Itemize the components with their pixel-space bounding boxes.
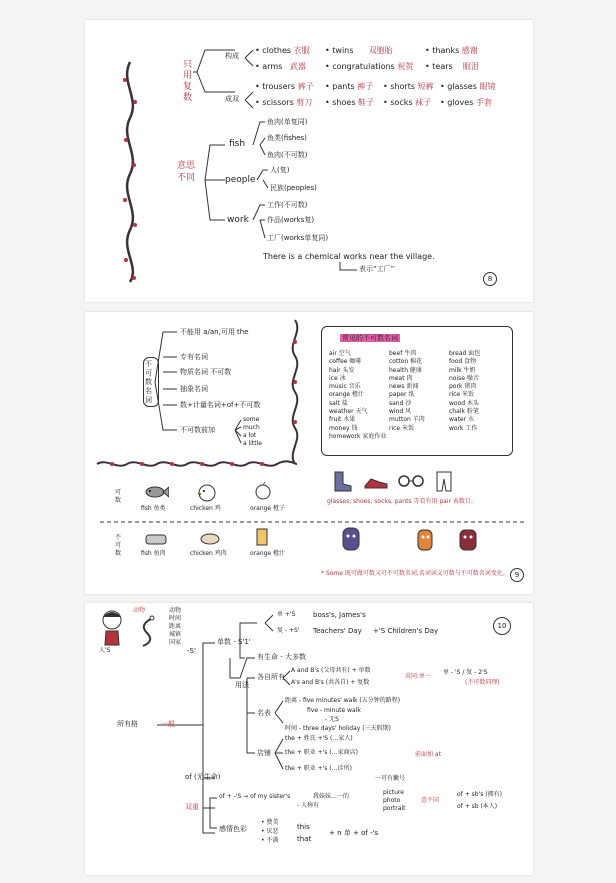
- word-gloves: • gloves 手套: [440, 98, 492, 107]
- usage-4e: 一可有撇号: [375, 775, 406, 782]
- quantifier-a-little: a little: [243, 440, 262, 447]
- usage-1: 有生命 - 大多数: [257, 653, 306, 661]
- animal-item-5: 国家: [169, 639, 182, 646]
- uncountable-word: mutton 羊肉: [389, 416, 425, 424]
- double-f: of + sb's (拥有): [457, 791, 502, 798]
- uncountable-word: hair 头发: [329, 366, 355, 374]
- shoes-icon: [363, 476, 389, 490]
- uncountable-fish: fish 鱼肉: [141, 550, 166, 557]
- root-label: 所有格: [117, 720, 138, 728]
- common-uncountable-title: 常见的不可数名词: [342, 334, 398, 342]
- countable-chicken: chicken 鸡: [190, 505, 221, 512]
- diff-meaning-label: 意思不同: [177, 161, 196, 183]
- word-pants: • pants 裤子: [325, 82, 374, 91]
- first-label: 一般: [161, 720, 175, 728]
- uncountable-orange: orange 橙汁: [250, 550, 286, 557]
- glasses-icon: [397, 475, 425, 487]
- fish-icon: [145, 484, 169, 500]
- word-trousers: • trousers 裤子: [255, 82, 314, 91]
- uncountable-short-label: 不可数: [115, 534, 122, 557]
- uncountable-word: bread 面包: [449, 350, 481, 357]
- countable-fish: fish 鱼类: [141, 505, 166, 512]
- emotion-formula: + n 单 + of -'s: [329, 829, 379, 837]
- double-b: 我妹妹…一的: [313, 793, 350, 800]
- double-c: - 人称有: [297, 802, 320, 809]
- uncountable-word: rice 米饭: [449, 391, 475, 399]
- uncountable-word: paper 纸: [389, 391, 415, 399]
- rule-5: 数+计量名词+of+不可数: [180, 401, 261, 409]
- orange-juice-icon: [255, 526, 269, 546]
- uncountable-word: rice 米饭: [389, 424, 415, 432]
- chicken-icon: [197, 480, 217, 502]
- usage-3a: 距离 - five minutes' walk (五分钟的路程): [285, 697, 401, 704]
- group-pair2-label: 成双: [225, 95, 239, 103]
- emotion-pron-1: this: [297, 823, 310, 831]
- work-item-1: 工作(不可数): [267, 201, 308, 209]
- single-branch-1: 单 +'S: [277, 611, 296, 618]
- uncountable-word: work 工作: [449, 424, 478, 432]
- usage-3: 名表: [257, 709, 271, 717]
- double-d-3: portrait: [383, 805, 406, 812]
- double-a: of + -'S → of my sister's: [219, 793, 291, 800]
- word-thanks: • thanks 感谢: [425, 46, 478, 55]
- page-number-10: 10: [493, 617, 511, 635]
- snake-icon: [135, 611, 165, 649]
- usage-3d: 时间 - three days' holiday (三天假期): [285, 725, 391, 732]
- page-number-9: 9: [510, 568, 524, 582]
- usage-4d: 前面加 at: [415, 751, 441, 758]
- uncountable-row: [329, 400, 509, 408]
- uncountable-word: salt 盐: [329, 399, 348, 407]
- uncountable-word: music 音乐: [329, 383, 361, 391]
- usage-4c: the + 职业 +'s (…诊所): [285, 765, 352, 772]
- kid-icon: [97, 607, 127, 647]
- uncountable-word: wind 风: [389, 408, 412, 416]
- quantifier-a-lot: a lot: [243, 432, 257, 439]
- uncountable-word: chalk 粉笔: [449, 408, 479, 416]
- people-label: people: [225, 175, 256, 185]
- usage-3c: - 无S: [325, 716, 339, 723]
- animal-tag: 动物: [133, 607, 146, 614]
- pants-icon: [435, 470, 453, 492]
- uncountable-word: fruit 水果: [329, 416, 356, 424]
- word-shoes: • shoes 鞋子: [325, 98, 375, 107]
- single-label: 单数 - S'1': [217, 638, 251, 646]
- teachers-example: Teachers' Day: [313, 627, 362, 635]
- work-label: work: [227, 215, 249, 225]
- always-plural-label: 只用复数: [183, 60, 193, 103]
- word-arms: • arms 武器: [255, 62, 306, 71]
- emotion-item-2: • 厌恶: [261, 828, 279, 835]
- usage-4b: the + 职业 +'s (…家商店): [285, 749, 358, 756]
- animal-list: [169, 607, 193, 647]
- usage-2d: 单 - 'S / 复 - 2'S: [443, 669, 488, 676]
- children-example: +'S Children's Day: [373, 627, 439, 635]
- rule-2: 专有名词: [180, 353, 208, 361]
- double-d-2: photo: [383, 797, 401, 804]
- uncountable-word: pork 猪肉: [449, 383, 477, 391]
- usage-2c: 共同:单一: [405, 673, 432, 680]
- uncountable-word: news 新闻: [389, 383, 419, 391]
- emotion-item-3: • 不满: [261, 837, 279, 844]
- work-item-2: 作品(works复): [267, 216, 315, 224]
- usage-label: 用法: [235, 681, 249, 689]
- usage-4: 店铺: [257, 749, 271, 757]
- rule-6: 不可数前加: [180, 426, 215, 434]
- uncountable-word: health 健康: [389, 366, 422, 374]
- uncountable-word: orange 橙汁: [329, 391, 365, 399]
- quantifier-some: some: [243, 416, 260, 423]
- uncountable-word: weather 天气: [329, 408, 368, 416]
- animal-item-1: 动物: [169, 607, 182, 614]
- emotion-pron-2: that: [297, 835, 312, 843]
- uncountable-row: [329, 358, 509, 366]
- uncountable-row: [329, 367, 509, 375]
- of-label: of (无生命): [185, 773, 221, 781]
- uncountable-row: [329, 416, 509, 424]
- double-g: of + sb (本人): [457, 803, 498, 810]
- example-sentence: There is a chemical works near the village.: [263, 252, 435, 261]
- double-d-1: picture: [383, 789, 404, 796]
- double-e: 意不同: [421, 797, 440, 804]
- people-item-1: 人(复): [270, 166, 290, 174]
- usage-2e: (不可数同理): [465, 679, 500, 686]
- single-branch-2: 复 - +S': [277, 627, 300, 634]
- boss-example: boss's, James's: [313, 611, 366, 619]
- uncountable-row: [329, 433, 509, 441]
- uncountable-word: sand 沙: [389, 399, 412, 407]
- uncountable-word: milk 牛奶: [449, 366, 476, 374]
- page-number-8: 8: [483, 272, 497, 286]
- uncountable-word: homework 家庭作业: [329, 432, 387, 440]
- group-pair-label: 构成: [225, 52, 239, 60]
- uncountable-row: [329, 375, 509, 383]
- uncountable-word: food 食物: [449, 358, 477, 366]
- example-note: 表示“工厂”: [359, 265, 395, 273]
- usage-2a: A and B's (父母共有) + 单数: [291, 667, 371, 674]
- uncountable-word: [449, 433, 509, 441]
- emotion-item-1: • 赞美: [261, 819, 279, 826]
- fish-meat-icon: [145, 532, 167, 546]
- chicken-meat-icon: [200, 532, 220, 546]
- uncountable-label: 不可数名词: [145, 360, 152, 404]
- uncountable-word: coffee 咖啡: [329, 358, 362, 366]
- page-10: [85, 603, 533, 875]
- word-scissors: • scissors 剪刀: [255, 98, 313, 107]
- word-glasses: • glasses 眼镜: [440, 82, 496, 91]
- word-shorts: • shorts 短裤: [383, 82, 434, 91]
- animal-item-2: 时间: [169, 615, 182, 622]
- animal-item-4: 城镇: [169, 631, 182, 638]
- fish-item-2: 鱼类(fishes): [267, 134, 307, 142]
- pair-note: glasses, shoes, socks, pants 等看有用 pair 表数目。: [327, 498, 477, 505]
- countable-label: 可数: [115, 489, 122, 504]
- character-1-icon: [340, 526, 362, 554]
- uncountable-word: noise 噪音: [449, 374, 479, 382]
- countable-orange: orange 橙子: [250, 505, 286, 512]
- uncountable-word: [389, 433, 449, 441]
- word-twins: • twins 双胞胎: [325, 46, 393, 55]
- word-clothes: • clothes 衣服: [255, 46, 310, 55]
- uncountable-word: money 钱: [329, 424, 358, 432]
- socks-icon: [331, 470, 353, 492]
- work-item-3: 工厂(works单复同): [267, 234, 329, 242]
- uncountable-word: beef 牛肉: [389, 350, 417, 357]
- word-tears: • tears 眼泪: [425, 62, 479, 71]
- uncountable-word: wood 木头: [449, 399, 479, 407]
- usage-4a: the + 姓氏 +'S (…家人): [285, 735, 353, 742]
- fish-item-1: 鱼肉(单复同): [267, 118, 308, 126]
- emotion-label: 感情色彩: [219, 825, 247, 833]
- page-8: [85, 20, 533, 302]
- orange-icon: [253, 482, 273, 500]
- uncountable-chicken: chicken 鸡肉: [190, 550, 227, 557]
- usage-3b: five - minute walk: [307, 707, 361, 714]
- page-9: [85, 312, 533, 594]
- uncountable-word: cotton 棉花: [389, 358, 423, 366]
- fish-label: fish: [229, 139, 246, 149]
- word-congratulations: • congratulations 祝贺: [325, 62, 414, 71]
- double-label: 双重: [185, 803, 199, 811]
- uncountable-row: [329, 425, 509, 433]
- uncountable-word: water 水: [449, 416, 475, 424]
- rule-1: 不能用 a/an,可用 the: [180, 328, 249, 336]
- usage-2b: A's and B's (共各自) + 复数: [291, 679, 370, 686]
- quantifier-much: much: [243, 424, 260, 431]
- people-item-2: 民族(peoples): [270, 184, 317, 192]
- rule-3: 物质名词 不可数: [180, 368, 232, 376]
- s-tag: -S': [187, 647, 196, 655]
- common-uncountable-list: [329, 350, 509, 441]
- uncountable-word: meat 肉: [389, 374, 413, 382]
- word-socks: • socks 袜子: [383, 98, 432, 107]
- uncountable-word: ice 冰: [329, 374, 346, 382]
- usage-2: 各自所有: [257, 673, 285, 681]
- fish-item-3: 鱼肉(不可数): [267, 151, 308, 159]
- uncountable-row: [329, 391, 509, 399]
- who-label: 人'S: [99, 647, 111, 654]
- both-note: * Some 既可做可数又可不可数名词,名词词义可数与不可数名词变化。: [321, 570, 509, 577]
- uncountable-word: air 空气: [329, 350, 351, 357]
- character-2-icon: [415, 528, 435, 554]
- character-3-icon: [457, 528, 479, 554]
- animal-item-3: 距离: [169, 623, 182, 630]
- rule-4: 抽象名词: [180, 385, 208, 393]
